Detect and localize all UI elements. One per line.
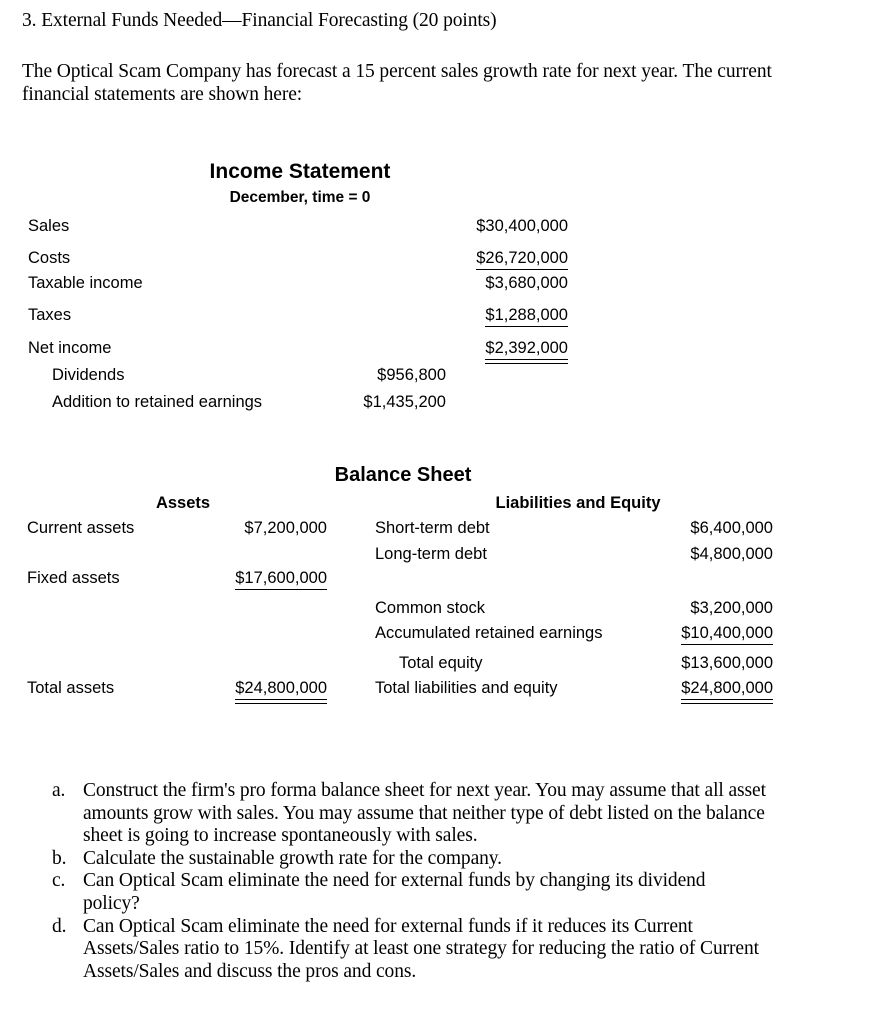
assets-column-header: Assets	[155, 494, 211, 512]
income-row-label: Sales	[28, 217, 70, 235]
liability-row-value	[643, 519, 773, 538]
income-row-value	[408, 339, 568, 360]
question-text: Can Optical Scam eliminate the need for external funds if it reduces its Current Assets/Sales ratio to 15%. Identify at least one strategy for reducing the ratio of Current Assets/Sales and discuss the pros and cons.	[83, 915, 759, 982]
income-row-label: Net income	[28, 339, 112, 357]
income-row-value	[286, 393, 446, 412]
asset-row-label: Current assets	[27, 519, 135, 537]
income-row-label: Taxes	[28, 306, 72, 324]
liabilities-column-header: Liabilities and Equity	[495, 494, 661, 512]
asset-row-label: Fixed assets	[27, 569, 120, 587]
income-row-value	[408, 249, 568, 270]
asset-row-value	[197, 679, 327, 700]
liability-row-value-text: $24,800,000	[681, 679, 773, 700]
asset-row-value-text: $17,600,000	[235, 569, 327, 590]
income-row-value	[286, 366, 446, 385]
liability-row-label: Total equity	[399, 654, 483, 672]
income-row-label: Addition to retained earnings	[52, 393, 263, 411]
income-row-label: Costs	[28, 249, 71, 267]
liability-row-value	[643, 679, 773, 700]
liability-row-label: Accumulated retained earnings	[375, 624, 603, 642]
income-row-value	[408, 306, 568, 327]
income-row-value-text: $3,680,000	[485, 274, 568, 292]
income-row-value-text: $26,720,000	[476, 249, 568, 270]
question-text: Calculate the sustainable growth rate for the company.	[83, 847, 502, 869]
question-marker: b.	[52, 847, 67, 869]
income-row-label: Taxable income	[28, 274, 143, 292]
question-list	[0, 780, 869, 983]
asset-row-value-text: $7,200,000	[244, 519, 327, 537]
liability-row-value	[643, 624, 773, 645]
liability-row-value	[643, 545, 773, 564]
question-item	[0, 780, 869, 848]
income-row-value-text: $2,392,000	[485, 339, 568, 360]
liability-row-value-text: $6,400,000	[690, 519, 773, 537]
income-row-label: Dividends	[52, 366, 125, 384]
question-text: Construct the firm's pro forma balance sheet for next year. You may assume that all asset amounts grow with sales. You may assume that neither type of debt listed on the balance sheet is going to increase spontaneously with sales.	[83, 780, 766, 847]
income-row-value	[408, 274, 568, 293]
income-statement-title: Income Statement	[209, 160, 391, 183]
balance-sheet-title: Balance Sheet	[334, 464, 472, 486]
intro-paragraph: The Optical Scam Company has forecast a 15 percent sales growth rate for next year. The current financial statements are shown here:	[22, 61, 772, 105]
page-title: 3. External Funds Needed—Financial Forecasting (20 points)	[22, 10, 497, 31]
liability-row-label: Common stock	[375, 599, 486, 617]
liability-row-value-text: $3,200,000	[690, 599, 773, 617]
income-row-value-text: $1,288,000	[485, 306, 568, 327]
liability-row-label: Short-term debt	[375, 519, 490, 537]
question-text: Can Optical Scam eliminate the need for external funds by changing its dividend policy?	[83, 870, 706, 914]
asset-row-label: Total assets	[27, 679, 115, 697]
question-marker: c.	[52, 870, 66, 892]
asset-row-value	[197, 569, 327, 590]
liability-row-label: Long-term debt	[375, 545, 487, 563]
question-item	[0, 870, 869, 915]
question-item	[0, 916, 869, 984]
question-item	[0, 848, 869, 871]
asset-row-value	[197, 519, 327, 538]
income-row-value-text: $30,400,000	[476, 217, 568, 235]
question-marker: a.	[52, 780, 66, 801]
question-marker: d.	[52, 915, 67, 937]
income-row-value-text: $956,800	[377, 366, 446, 384]
income-row-value	[408, 217, 568, 236]
liability-row-value	[643, 599, 773, 618]
income-row-value-text: $1,435,200	[363, 393, 446, 411]
liability-row-label: Total liabilities and equity	[375, 679, 558, 697]
income-statement-subtitle: December, time = 0	[229, 189, 371, 206]
liability-row-value-text: $4,800,000	[690, 545, 773, 563]
asset-row-value-text: $24,800,000	[235, 679, 327, 700]
liability-row-value-text: $10,400,000	[681, 624, 773, 645]
liability-row-value-text: $13,600,000	[681, 654, 773, 672]
liability-row-value	[643, 654, 773, 673]
